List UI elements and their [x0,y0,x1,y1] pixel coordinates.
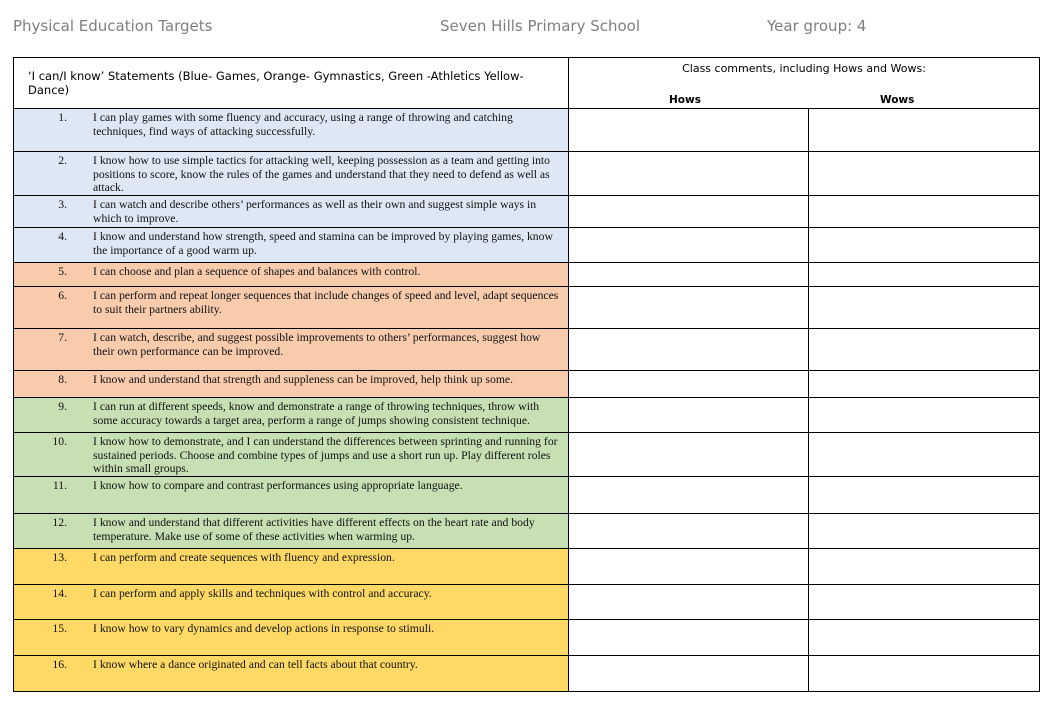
statement-cell [14,620,569,656]
wows-header: Wows [880,94,915,106]
wows-cell[interactable] [809,398,1040,433]
statement-number: 6. [58,289,67,302]
hows-cell[interactable] [569,196,809,228]
statements-header: ‘I can/I know’ Statements (Blue- Games, Orange- Gymnastics, Green -Athletics Yellow- Dance) [14,58,569,109]
statement-cell [14,371,569,398]
year-group: Year group: 4 [767,17,867,35]
statement-text: I can choose and plan a sequence of shapes and balances with control. [93,265,421,278]
document-title: Physical Education Targets [13,17,213,35]
statement-text: I know how to vary dynamics and develop actions in response to stimuli. [93,622,435,635]
hows-cell[interactable] [569,620,809,656]
statement-number: 11. [52,479,67,492]
table-row [14,620,1040,656]
statement-text: I know where a dance originated and can tell facts about that country. [93,658,418,671]
table-row [14,477,1040,514]
statement-number: 14. [52,587,67,600]
hows-header: Hows [669,94,701,106]
statement-cell [14,287,569,329]
wows-cell[interactable] [809,287,1040,329]
statement-cell [14,585,569,620]
statement-number: 12. [52,516,67,529]
hows-cell[interactable] [569,477,809,514]
statement-number: 13. [52,551,67,564]
wows-cell[interactable] [809,620,1040,656]
wows-cell[interactable] [809,329,1040,371]
statement-cell [14,656,569,692]
hows-cell[interactable] [569,228,809,263]
hows-cell[interactable] [569,656,809,692]
wows-cell[interactable] [809,109,1040,152]
table-row [14,287,1040,329]
wows-cell[interactable] [809,263,1040,287]
table-row [14,371,1040,398]
statement-text: I know and understand how strength, speed and stamina can be improved by playing games, know the importance of a good warm up. [93,230,553,257]
statement-cell [14,228,569,263]
statement-text: I can watch, describe, and suggest possible improvements to others’ performances, suggest how their own performance can be improved. [93,331,541,358]
statement-text: I know how to compare and contrast performances using appropriate language. [93,479,463,492]
table-row [14,263,1040,287]
hows-cell[interactable] [569,287,809,329]
table-row [14,109,1040,152]
statement-cell [14,549,569,585]
statement-text: I know and understand that strength and suppleness can be improved, help think up some. [93,373,514,386]
statement-cell [14,433,569,477]
wows-cell[interactable] [809,196,1040,228]
hows-cell[interactable] [569,109,809,152]
statement-number: 4. [58,230,67,243]
statement-number: 7. [58,331,67,344]
table-row [14,433,1040,477]
statement-number: 15. [52,622,67,635]
statement-number: 5. [58,265,67,278]
statement-cell [14,329,569,371]
statement-text: I know and understand that different activities have different effects on the heart rate and body temperature. Make use of some of these activities when warming up. [93,516,535,543]
statement-text: I can perform and apply skills and techniques with control and accuracy. [93,587,432,600]
hows-cell[interactable] [569,263,809,287]
wows-cell[interactable] [809,585,1040,620]
page-header [0,0,1050,52]
statement-number: 1. [58,111,67,124]
wows-cell[interactable] [809,549,1040,585]
statement-text: I can play games with some fluency and accuracy, using a range of throwing and catching techniques, find ways of attacking successfully. [93,111,513,138]
hows-cell[interactable] [569,152,809,196]
table-row [14,196,1040,228]
school-name: Seven Hills Primary School [440,17,641,35]
targets-table [13,57,1040,692]
statement-cell [14,109,569,152]
comments-header-title: Class comments, including Hows and Wows: [682,62,926,75]
comments-header [569,58,1040,109]
statement-number: 16. [52,658,67,671]
wows-cell[interactable] [809,152,1040,196]
statement-number: 3. [58,198,67,211]
wows-cell[interactable] [809,656,1040,692]
statement-number: 2. [58,154,67,167]
hows-cell[interactable] [569,433,809,477]
statement-text: I know how to demonstrate, and I can understand the differences between sprinting and running for sustained periods. Choose and combine types of jumps and use a short run up. Play different roles within small groups. [93,435,558,475]
table-header-row [14,58,1040,109]
wows-cell[interactable] [809,371,1040,398]
statement-number: 9. [58,400,67,413]
statement-cell [14,263,569,287]
statement-cell [14,196,569,228]
table-row [14,228,1040,263]
statement-text: I can run at different speeds, know and demonstrate a range of throwing techniques, throw with some accuracy towards a target area, perform a range of jumps showing consistent technique. [93,400,540,427]
statement-cell [14,152,569,196]
statement-number: 10. [52,435,67,448]
hows-cell[interactable] [569,371,809,398]
statement-text: I can perform and create sequences with fluency and expression. [93,551,395,564]
statement-text: I can perform and repeat longer sequences that include changes of speed and level, adapt sequences to suit their partners ability. [93,289,559,316]
statement-text: I know how to use simple tactics for attacking well, keeping possession as a team and getting into positions to score, know the rules of the games and understand that they need to defend as well as attack. [93,154,551,194]
statement-text: I can watch and describe others’ performances as well as their own and suggest simple ways in which to improve. [93,198,537,225]
table-row [14,514,1040,549]
hows-cell[interactable] [569,549,809,585]
table-row [14,585,1040,620]
wows-cell[interactable] [809,433,1040,477]
table-row [14,398,1040,433]
hows-cell[interactable] [569,585,809,620]
hows-cell[interactable] [569,514,809,549]
table-row [14,549,1040,585]
statement-number: 8. [58,373,67,386]
table-row [14,329,1040,371]
wows-cell[interactable] [809,514,1040,549]
table-row [14,152,1040,196]
wows-cell[interactable] [809,477,1040,514]
statement-cell [14,398,569,433]
statement-cell [14,514,569,549]
wows-cell[interactable] [809,228,1040,263]
hows-cell[interactable] [569,398,809,433]
hows-cell[interactable] [569,329,809,371]
statement-cell [14,477,569,514]
table-row [14,656,1040,692]
